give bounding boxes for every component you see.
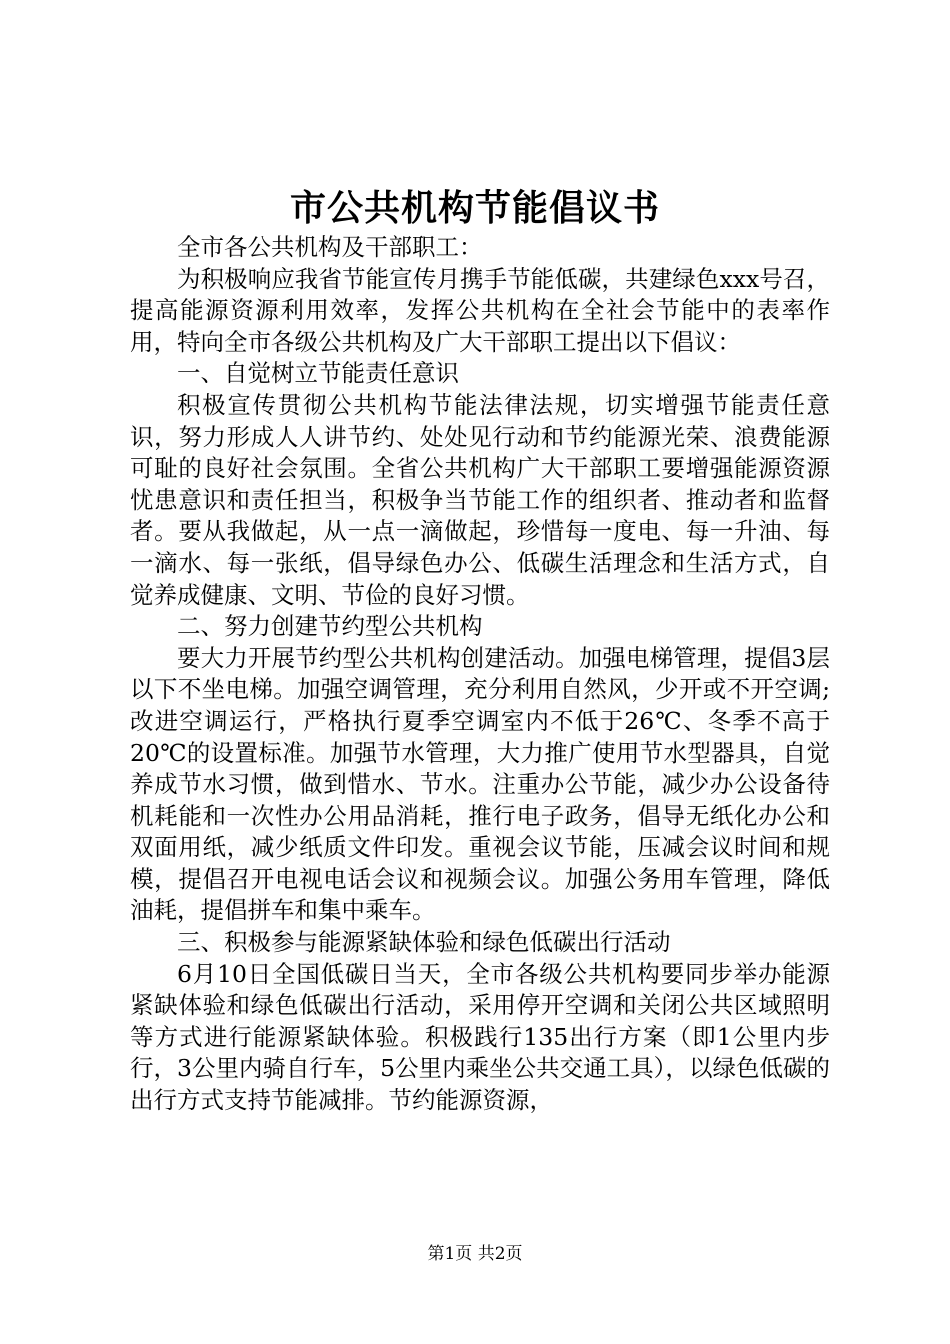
intro-paragraph: 为积极响应我省节能宣传月携手节能低碳，共建绿色xxx号召，提高能源资源利用效率，发挥公共机构在全社会节能中的表率作用，特向全市各级公共机构及广大干部职工提出以下倡议： bbox=[130, 264, 830, 356]
page-number: 第1页 共2页 bbox=[427, 1244, 523, 1264]
document-body bbox=[130, 232, 830, 1117]
document-title: 市公共机构节能倡议书 bbox=[289, 187, 660, 229]
salutation: 全市各公共机构及干部职工： bbox=[177, 233, 483, 261]
section-heading-3: 三、积极参与能源紧缺体验和绿色低碳出行活动 bbox=[177, 928, 671, 957]
section-body-3: 6月10日全国低碳日当天，全市各级公共机构要同步举办能源紧缺体验和绿色低碳出行活动，采用停开空调和关闭公共区域照明等方式进行能源紧缺体验。积极践行135出行方案（即1公里内步行，3公里内骑自行车，5公里内乘坐公共交通工具），以绿色低碳的出行方式支持节能减排。节约能源资源， bbox=[130, 959, 830, 1115]
section-body-2: 要大力开展节约型公共机构创建活动。加强电梯管理，提倡3层以下不坐电梯。加强空调管理，充分利用自然风，少开或不开空调;改进空调运行，严格执行夏季空调室内不低于26℃、冬季不高于20℃的设置标准。加强节水管理，大力推广使用节水型器具，自觉养成节水习惯，做到惜水、节水。注重办公节能，减少办公设备待机耗能和一次性办公用品消耗，推行电子政务，倡导无纸化办公和双面用纸，减少纸质文件印发。重视会议节能，压减会议时间和规模，提倡召开电视电话会议和视频会议。加强公务用车管理，降低油耗，提倡拼车和集中乘车。 bbox=[130, 643, 830, 925]
section-heading-1: 一、自觉树立节能责任意识 bbox=[177, 359, 459, 388]
section-body-1: 积极宣传贯彻公共机构节能法律法规，切实增强节能责任意识，努力形成人人讲节约、处处见行动和节约能源光荣、浪费能源可耻的良好社会氛围。全省公共机构广大干部职工要增强能源资源忧患意识和责任担当，积极争当节能工作的组织者、推动者和监督者。要从我做起，从一点一滴做起，珍惜每一度电、每一升油、每一滴水、每一张纸，倡导绿色办公、低碳生活理念和生活方式，自觉养成健康、文明、节俭的良好习惯。 bbox=[130, 390, 830, 609]
section-heading-2: 二、努力创建节约型公共机构 bbox=[177, 612, 483, 641]
